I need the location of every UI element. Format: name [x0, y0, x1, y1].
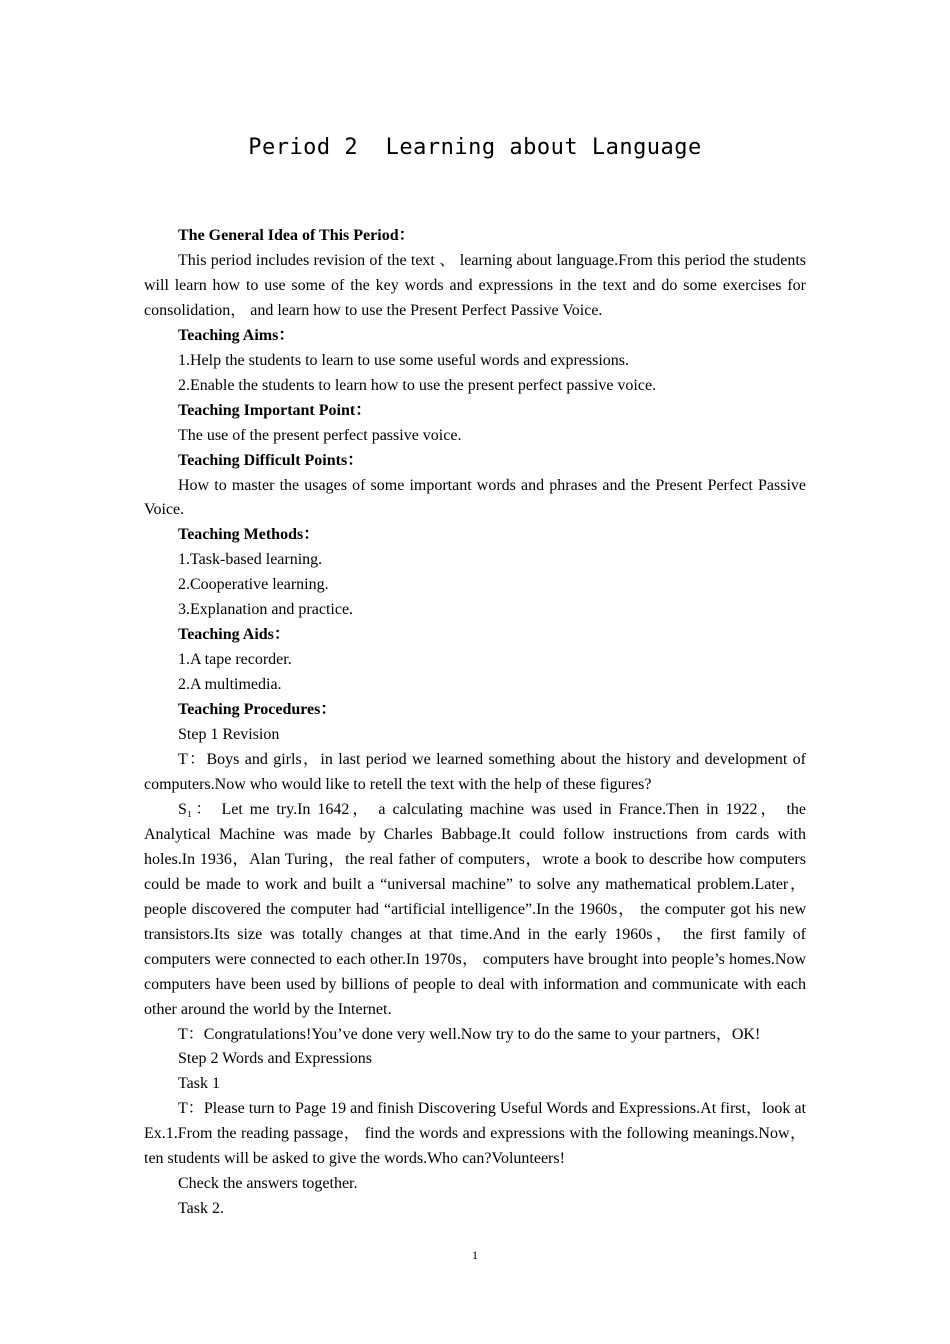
paragraph: Teaching Difficult Points： [178, 451, 364, 469]
paragraph: The General Idea of This Period： [178, 227, 415, 244]
page-title: Period 2 Learning about Language [248, 135, 702, 160]
paragraph: Step 1 Revision [178, 726, 280, 744]
paragraph: This period includes revision of the text 、 learning about language.From this period the students will learn how to use some of the key words and expressions in the text and do some exercises for consolidation， and learn how to use the Present Perfect Passive Voice. [144, 251, 806, 319]
paragraph: 1.A tape recorder. [178, 651, 292, 669]
page-number: 1 [472, 1248, 478, 1262]
paragraph: 2.Enable the students to learn how to use the present perfect passive voice. [178, 376, 657, 394]
paragraph: Task 2. [178, 1200, 224, 1218]
paragraph: The use of the present perfect passive voice. [178, 426, 462, 444]
paragraph: Check the answers together. [178, 1175, 358, 1193]
paragraph: 1.Help the students to learn to use some useful words and expressions. [178, 351, 630, 369]
paragraph: Task 1 [178, 1075, 220, 1093]
paragraph: 2.Cooperative learning. [178, 576, 329, 594]
paragraph: Teaching Procedures： [178, 701, 337, 719]
paragraph: 3.Explanation and practice. [178, 601, 354, 619]
paragraph: T：Congratulations!You’ve done very well.Now try to do the same to your partners，OK! [178, 1025, 761, 1043]
paragraph: T：Please turn to Page 19 and finish Discovering Useful Words and Expressions.At first，look at Ex.1.From the reading passage， find the words and expressions with the following meanings.Now，ten students will be asked to give the words.Who can?Volunteers! [144, 1100, 807, 1168]
paragraph: 2.A multimedia. [178, 676, 282, 694]
paragraph: 1.Task-based learning. [178, 551, 323, 569]
paragraph: Teaching Aids： [178, 626, 290, 644]
paragraph: Teaching Aims： [178, 326, 295, 344]
paragraph: S₁： Let me try.In 1642， a calculating machine was used in France.Then in 1922， the Analytical Machine was made by Charles Babbage.It could follow instructions from cards with holes.In 1936，Alan Turing，the real father of computers，wrote a book to describe how computers could be made to work and built a “universal machine” to solve any mathematical problem.Later， people discovered the computer had “artificial intelligence”.In the 1960s， the computer got his new transistors.Its size was totally changes at that time.And in the early 1960s， the first family of computers were connected to each other.In 1970s， computers have brought into people’s homes.Now computers have been used by billions of people to deal with information and communicate with each other around the world by the Internet. [144, 800, 806, 1018]
paragraph: Teaching Methods： [178, 526, 320, 544]
paragraph: Step 2 Words and Expressions [178, 1050, 372, 1068]
document-body [144, 224, 806, 1222]
paragraph: How to master the usages of some important words and phrases and the Present Perfect Passive Voice. [144, 476, 806, 519]
paragraph: T：Boys and girls，in last period we learned something about the history and development of computers.Now who would like to retell the text with the help of these figures? [144, 751, 806, 793]
paragraph: Teaching Important Point： [178, 401, 372, 419]
